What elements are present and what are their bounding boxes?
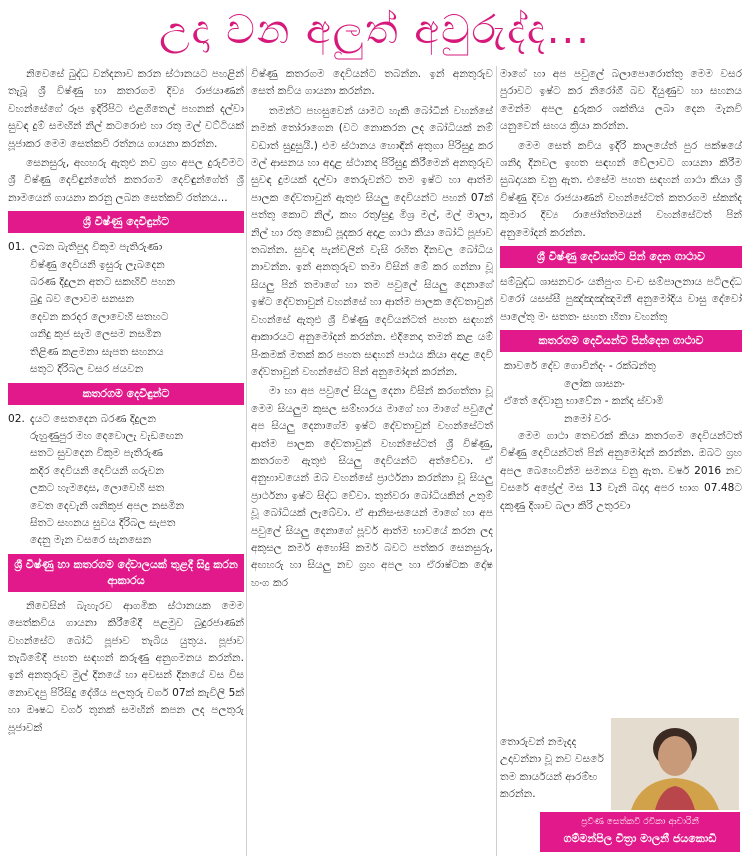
verse-line: ලකට හැමදොස, ලොවෙහි සත <box>30 482 165 495</box>
paragraph: සම්බුද්ධ ශාසනවරං යතිපුංග වංච සම්පාලනාය පටිලද්ධ වරෝ යසස්සී පුඤ්ඤඤ්ඤමනී අනුමෝදිය වාසු දේවෝ පාලේතු මං සතතං සහත හිතා වහන්තු <box>500 276 742 323</box>
verse-line: බරණ දිදුලන අතට සකඟිවී පහන <box>30 276 176 289</box>
verse-line: වෙත දෙවැනි ශනිකුජ අපල නසමින <box>30 499 185 512</box>
column-3 <box>500 66 742 517</box>
verse-line: සිතට සහනය සුවය දිරිබල සැපත <box>30 516 176 529</box>
paragraph: සෙනසුරු, අඟහරු ඇතුළු නව ග්‍රහ අපල දුරුවීමට ශ්‍රී විෂ්ණු දෙවිඳුන්ගේත් කතරගම දෙවිඳුන්ගේත් ශ්‍රී නාමයෙන් ගායනා කරනු ලබන සෙත්කවි රත්නය... <box>8 157 244 204</box>
gatha-line: ලෝක ශාසනං <box>564 377 625 390</box>
verse-line: ශනිදු කුජ සැම ලෙසම නසමින <box>30 328 162 341</box>
author-portrait-icon <box>611 718 739 810</box>
verse-list-2 <box>8 411 244 550</box>
list-number: 02. <box>8 412 25 425</box>
author-photo <box>611 718 739 810</box>
paragraph: මාගේ හා අප පවුලේ බලාපොරොත්තු මෙම වසර පුරාවට ඉෂ්ට කර නිරෝගී බව දියුණුව හා සහනය මෙන්ම අපල දුරුකර ශක්තිය ලබා දෙන මැනවි යනුවෙන් සහය ක්‍රියා කරන්න. <box>500 68 742 133</box>
verse-line: දෙවන කරදර ලොවෙහි සතහට <box>30 310 169 323</box>
column-divider <box>246 66 247 856</box>
verse-list-1 <box>8 239 244 378</box>
paragraph: විෂ්ණු කතරගම දෙවියන්ට තබන්න. ඉන් අනතුරුව සෙත් කවිය ගායනා කරන්න. <box>251 68 493 98</box>
verse-line: විෂ්ණු දෙවියනි ඉසුරු ලැබදෙන <box>30 258 165 271</box>
verse-line: දෙනු මැන වසරෙ සැනසෙන <box>30 534 152 547</box>
verse-line: දැයට සෙතදෙන බරණ දිදුලන <box>30 412 156 425</box>
verse-line: කදිර දෙවියනි දෙවියනි ගරුවන <box>30 464 164 477</box>
gatha-verse <box>500 358 742 428</box>
verse-line: රුහුණුපුර මහ දෙවොලැ වැඩඟෙන <box>30 429 184 442</box>
page-title: උදා වන අලුත් අවුරුද්ද... <box>159 7 591 53</box>
verse-line: ලබන බැතිපුද විකුම පැතිරුණා <box>30 241 163 254</box>
section-heading-vishnu: ශ්‍රී විෂ්ණු දෙවිඳුන්ට <box>8 211 244 233</box>
closing-paragraph: තොරුවන් නමැදද උදාවන්නා වූ නව වසරේ තම කාර්යයන් ආරම්භ කරන්න. <box>500 736 604 801</box>
author-name: ගම්මන්පිල චිත්‍රා මාලනී ජයකොඩි <box>563 832 717 845</box>
verse-line: බුදු බව ලොවම සනසන <box>30 293 135 306</box>
verse-line: සතුට දිරිබල වසර ජයවන <box>30 363 144 376</box>
column-1 <box>8 66 244 739</box>
list-number: 01. <box>8 241 25 254</box>
section-heading-kataragama-gatha: කතරගම දෙවියන්ට පින්දෙන ගාථාව <box>500 330 742 352</box>
author-credit <box>540 812 740 852</box>
verse-line: තිළිණ කළමනා සැපත සහනය <box>30 345 164 358</box>
gatha-line: නමෝ වරං <box>564 412 611 425</box>
paragraph: තමන්ට පහසුවෙන් යාමට හැකි බෝධීන් වහන්සේ නමක් තෝරාගෙන (වට නොකරන ලද බෝධියක් නම් වඩාත් සුදුසුයි.) එම ස්ථානය හොඳින් අතුගා පිරිසුදු කර මල් ආසනය හා අදාළ ස්ථානද පිරිසුදු කිරීමෙන් අනතුරුව සුවඳ දුමයක් දල්වා තෙරුවන්ට තම ඉෂ්ට හා ආත්ම පාලක දේවතාවුන් ඇතුළු සියලු දෙවියන්ට පහන් 07ක් පත්තු කොට නිල්, කහ රතු/සුදු මිශ්‍ර මල්, මල් මාලා, නිල් හා රතු කොඩි පූදකර අදාළ ගාථා කියා බෝධි පූජාව තබන්න. සුවඳ පැන්වලින් වැසි රහිත දිනවල බෝධිය නාවන්න. ඉන් අනතුරුව තමා විසින් මේ කර ගන්නා වූ සියලු පින් තමාගේ හා තම පවුලේ සියලු දෙනාගේ ඉෂ්ට දේවතාවුන් වහන්සේ හා ආත්ම පාලක දේවතාවුන් වහන්සේ ඇතුළු ශ්‍රී විෂ්ණු දෙවියන්ටත් පහත සඳහන් ආකාරයට අනුමෝදන් කරන්න. එදිනෙදා තමන් කළ යම් පිංකමක් මතක් කර පහත සඳහන් පාඨය කියා අදාළ දෙවි දේවතාවුන් වහන්සේට පින් අනුමෝදන් කරන්න. <box>251 104 493 378</box>
column-divider <box>496 66 497 856</box>
section-heading-kataragama: කතරගම දෙවිඳුන්ට <box>8 383 244 405</box>
gatha-line: ඒතේ දේවානු භාවේන - කන්ද ස්වාමි <box>504 395 664 408</box>
section-heading-vishnu-gatha: ශ්‍රී විෂ්ණු දෙවියන්ට පින් දෙන ගාථාව <box>500 246 742 268</box>
author-role: ප්‍රවීණ සෙත්කවි රචිකා ආචාරිනී <box>581 817 699 827</box>
paragraph: මෙම සෙත් කවිය ඉදිරි කාලයේත් පුර පක්ෂයේ ශනිදා දිනවල ඉහත සඳහන් වේලාවට ගායනා කිරීම සුබදායක වනු ඇත. එසේම පහත සඳහන් ගාථා කියා ශ්‍රී විෂ්ණු දිව්‍ය රාජයාණන් වහන්සේටත් කතරගම ස්කන්ද කුමාර දිව්‍ය රාජෝත්තමයන් වහන්සේටත් පින් අනුමෝදන් කරන්න. <box>500 139 742 239</box>
paragraph: නිවෙසේ බුද්ධ වන්දනාව කරන ස්ථානයට පහළින් තැබූ ශ්‍රී විෂ්ණු හා කතරගම දිව්‍ය රාජයාණන් වහන්සේගේ රූප ඉදිරිපිට එළගිතෙල් පහනක් දල්වා සුවඳ දුම් සමඟින් නිල් කටරොළු හා රතු මල් වට්ටියක් පූජාකර මෙම සෙත්කවි රත්නය ගායනා කරන්න. <box>8 68 244 150</box>
section-heading-devale: ශ්‍රී විෂ්ණු හා කතරගම දේවාලයක් තුළදී සිදු කරන ආකාරය <box>8 554 244 592</box>
paragraph: මෙම ගාථා තෙවරක් කියා කතරගම දෙවියන්ටත් විෂ්ණු දෙවියන්ටත් පින් අනුමෝදන් කරන්න. ඔබට ග්‍රහ අපල බෙහෙවින්ම සමනය වනු ඇත. වර්ෂ 2016 නව වසරේ අප්‍රේල් මස 13 වැනි බදාදා අපර භාග 07.48ට දකුණු දිශාව බලා කිරි උතුරවා <box>500 429 742 512</box>
paragraph: නිවෙසින් බැහැරව ආගමික ස්ථානයක මෙම සෙත්කවිය ගායනා කිරීමේදී පළමුව බුදුරජාණන් වහන්සේට බෝධි පූජාව තැබිය යුතුය. පූජාව තැබීමේදී පහත සඳහන් කරුණු අනුගමනය කරන්න. ඉන් අනතුරුව මුල් දිනයේ හා අවසන් දිනයේ වස විස නොවදපු පිරිසිදු දේශීය පලතුරු වර්ග 07ක් කැවිලි 5ක් හා ඖෂධ වර්ග තුනක් සමඟින් කපන ලද පලතුරු පූජාවක් <box>8 599 244 734</box>
column-2 <box>251 66 493 594</box>
gatha-line: කාවරේ දේව ගොවින්දං - රක්ඛන්තු <box>504 360 656 373</box>
verse-line: සතට සුවදෙන විකුම පැතිරුණ <box>30 447 164 460</box>
paragraph: මා හා අප පවුලේ සියලු දෙනා විසින් කරගත්තා වූ මෙම සියලුම කුසල සම්භාරය මාගේ හා මාගේ පවුලේ අප සියලු දෙනාගේම ඉෂ්ට දේවතාවුන් වහන්සේටත් ආත්ම පාලක දේවතාවුන් වහන්සේටත් ශ්‍රී විෂ්ණු, කතරගම ඇතුළු සියලු දෙවියන්ට අත්වේවා. ඒ අනුභාවයෙන් ඔබ වහන්සේ ප්‍රාර්ථනා කරන්නා වූ සියලු ප්‍රාර්ථනා ඉෂ්ට සිද්ධ වේවා. තුන්වරා බෝධියකින් උතුම් වූ බෝධියක් ලැබේවා. ඒ ආනිසංසයෙන් මාගේ හා අප පවුලේ සියලු දෙනාගේ පූර්ව ආත්ම භාවයේ කරන ලද අකුසල කර්ම අහෝසි කර්ම බවට පත්කර සෙනසුරු, අඟහරු හා සියලු නව ග්‍රහ අපල හා ඒරාෂ්ටක දෝෂ හංග කර <box>251 385 493 589</box>
